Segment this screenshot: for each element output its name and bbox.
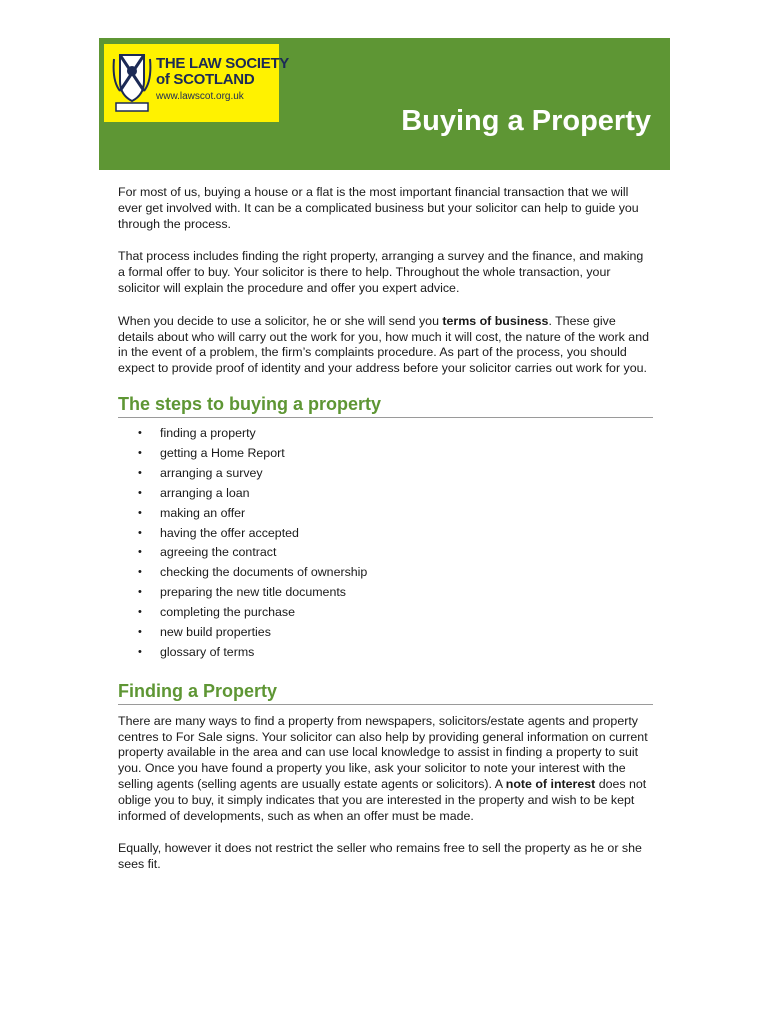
list-item-label: finding a property <box>160 425 256 440</box>
logo-url[interactable]: www.lawscot.org.uk <box>156 91 244 102</box>
list-item[interactable] <box>118 484 653 504</box>
bullet-icon: • <box>138 626 142 639</box>
list-item-label: arranging a survey <box>160 465 263 480</box>
intro-p3-text-a: When you decide to use a solicitor, he or she will send you <box>118 313 443 328</box>
bullet-icon: • <box>138 586 142 599</box>
list-item[interactable] <box>118 524 653 544</box>
page-title: Buying a Property <box>401 105 651 137</box>
list-item-label: completing the purchase <box>160 605 296 620</box>
list-item-label: getting a Home Report <box>160 445 285 460</box>
bullet-icon: • <box>138 466 142 479</box>
list-item-label: having the offer accepted <box>160 525 299 540</box>
logo-line1: THE LAW SOCIETY <box>156 55 290 72</box>
list-item[interactable] <box>118 444 653 464</box>
finding-p1-text-a: There are many ways to find a property from newspapers, solicitors/estate agents and property centres to For Sale signs. Your solicitor can also help by providing general information on current property available in the area and can use local knowledge to assist in finding a property to suit you. Once you have found a property you like, ask your solicitor to note your interest with the selling agents (selling agents are usually estate agents or solicitors). A <box>118 713 648 792</box>
finding-paragraph-2: Equally, however it does not restrict the seller who remains free to sell the property as he or she sees fit. <box>118 841 642 872</box>
list-item-label: new build properties <box>160 625 271 640</box>
bullet-icon: • <box>138 645 142 658</box>
steps-heading: The steps to buying a property <box>118 394 653 418</box>
list-item[interactable] <box>118 543 653 563</box>
header-banner <box>99 38 670 170</box>
list-item[interactable] <box>118 583 653 603</box>
list-item[interactable] <box>118 464 653 484</box>
list-item[interactable] <box>118 424 653 444</box>
list-item[interactable] <box>118 504 653 524</box>
list-item[interactable] <box>118 623 653 643</box>
bullet-icon: • <box>138 566 142 579</box>
crest-icon <box>112 51 152 115</box>
list-item-label: making an offer <box>160 505 246 520</box>
intro-paragraph-2: That process includes finding the right property, arranging a survey and the finance, and making a formal offer to buy. Your solicitor is there to help. Throughout the whole transaction, your solicitor will explain the procedure and offer you expert advice. <box>118 249 644 295</box>
law-society-logo[interactable] <box>104 44 290 122</box>
bullet-icon: • <box>138 486 142 499</box>
list-item[interactable] <box>118 563 653 583</box>
note-of-interest-term: note of interest <box>505 777 596 792</box>
bullet-icon: • <box>138 426 142 439</box>
bullet-icon: • <box>138 606 142 619</box>
steps-list <box>118 424 653 663</box>
list-item-label: arranging a loan <box>160 485 250 500</box>
bullet-icon: • <box>138 526 142 539</box>
list-item-label: preparing the new title documents <box>160 585 346 600</box>
intro-paragraph-3 <box>118 314 653 377</box>
document-body <box>118 185 653 890</box>
logo-line2: of SCOTLAND <box>156 71 255 88</box>
finding-heading: Finding a Property <box>118 681 653 705</box>
list-item-label: checking the documents of ownership <box>160 565 368 580</box>
finding-paragraph-1 <box>118 714 653 825</box>
intro-paragraph-1: For most of us, buying a house or a flat is the most important financial transaction that we will ever get involved with. It can be a complicated business but your solicitor can help to guide you through the process. <box>118 185 639 231</box>
finding-p1-text-b: does not oblige you to buy, it simply indicates that you are interested in the property and wish to be kept informed of developments, such as when an offer must be made. <box>118 777 647 823</box>
terms-of-business-term: terms of business <box>442 313 549 328</box>
list-item-label: agreeing the contract <box>160 545 277 560</box>
intro-p3-text-b: . These give details about who will carry out the work for you, how much it will cost, the nature of the work and in the event of a problem, the firm’s complaints procedure. As part of the process, you should expect to provide proof of identity and your address before your solicitor carries out work for you. <box>118 313 649 376</box>
bullet-icon: • <box>138 446 142 459</box>
bullet-icon: • <box>138 506 142 519</box>
list-item[interactable] <box>118 603 653 623</box>
bullet-icon: • <box>138 546 142 559</box>
list-item-label: glossary of terms <box>160 644 255 659</box>
list-item[interactable] <box>118 643 653 663</box>
